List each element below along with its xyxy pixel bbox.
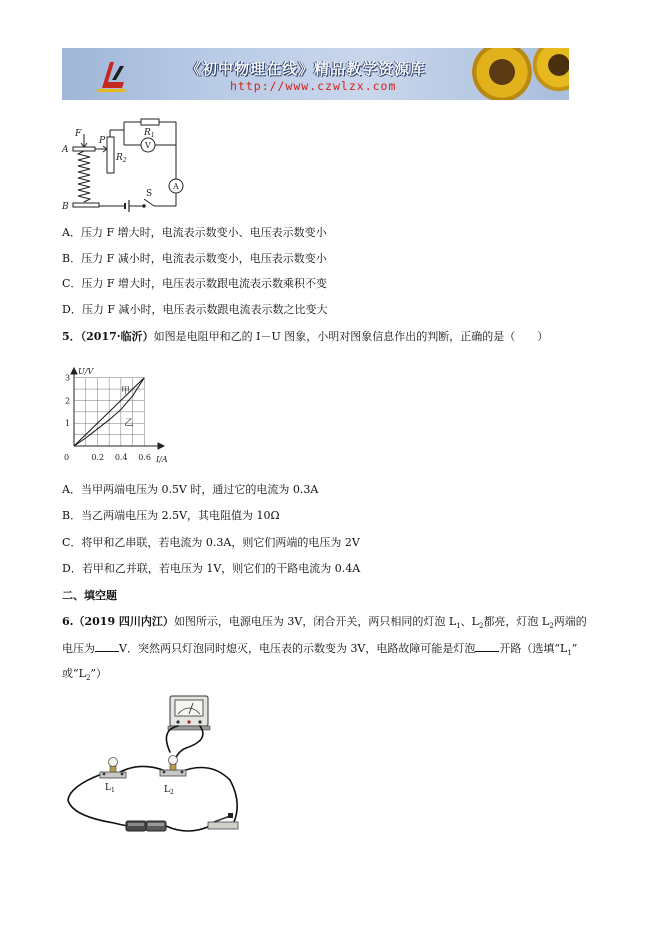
lamp-circuit-photo — [60, 690, 250, 840]
q5-text: 如图是电阻甲和乙的 I－U 图象，小明对图象信息作出的判断，正确的是（ ） — [153, 330, 549, 343]
q4-option-d: D．压力 F 减小时，电压表示数跟电流表示数之比变大 — [62, 303, 328, 316]
y-tick-label: 3 — [65, 373, 71, 383]
iu-graph-chart — [60, 364, 170, 468]
answer-blank-1[interactable] — [95, 641, 119, 652]
q5-option-d: D．若甲和乙并联，若电压为 1V，则它们的干路电流为 0.4A — [62, 562, 361, 575]
y-tick-label: 2 — [65, 396, 71, 406]
q5-option-b: B．当乙两端电压为 2.5V，其电阻值为 10Ω — [62, 509, 280, 522]
label-R2: $R_2$ — [116, 153, 127, 164]
x-tick-label: 0.4 — [114, 453, 128, 462]
q5-stem — [62, 330, 548, 344]
q6-text: 两端的 — [553, 615, 587, 628]
pressure-sensor-circuit-diagram — [58, 110, 188, 216]
x-tick-label: 0.2 — [91, 453, 105, 462]
banner-url: http://www.czwlzx.com — [230, 79, 397, 93]
site-logo-icon — [98, 58, 128, 92]
q6-line-2 — [62, 641, 577, 660]
lamp-l1-icon — [100, 758, 126, 779]
q6-text: 都亮，灯泡 L — [483, 615, 550, 628]
q6-sub: 2 — [478, 622, 484, 631]
q6-number: 6. — [62, 615, 74, 628]
label-F: F — [75, 129, 82, 139]
ammeter-label: A — [173, 182, 179, 191]
q6-text: 或“L — [62, 667, 86, 680]
q6-sub: 1 — [456, 622, 461, 631]
q6-text: 电压为 — [62, 642, 95, 655]
y-tick-label: 1 — [65, 419, 71, 429]
sunflower-image — [472, 48, 532, 100]
voltmeter-label: V — [145, 141, 151, 150]
lamp-l2-label: $L_2$ — [164, 785, 174, 796]
q6-line-3 — [62, 667, 107, 685]
q6-text: 如图所示，电源电压为 3V，闭合开关，两只相同的灯泡 L — [173, 615, 457, 628]
q6-line-1 — [62, 615, 587, 633]
section-heading-fill-blank: 二、填空题 — [62, 589, 117, 602]
origin-label: 0 — [64, 453, 70, 462]
x-tick-label: 0.6 — [138, 453, 152, 462]
q5-source: （2017·临沂） — [80, 330, 154, 343]
answer-blank-2[interactable] — [475, 641, 499, 652]
q5-option-a: A．当甲两端电压为 0.5V 时，通过它的电流为 0.3A — [62, 483, 319, 496]
q6-sub: 2 — [85, 674, 91, 683]
label-P: P — [99, 136, 106, 146]
q6-text: V．突然两只灯泡同时熄灭，电压表的示数变为 3V，电路故障可能是灯泡 — [119, 642, 476, 655]
label-A: A — [62, 145, 69, 155]
q6-source: （2019 四川内江） — [73, 615, 174, 628]
q6-text: 、L — [460, 615, 479, 628]
voltmeter-icon — [168, 696, 210, 730]
chart-axes — [71, 368, 164, 449]
switch-icon — [208, 813, 238, 829]
q4-option-b: B．压力 F 减小时，电流表示数变小，电压表示数变小 — [62, 252, 327, 265]
series-label-yi: 乙 — [124, 418, 134, 429]
q5-option-c: C．将甲和乙串联，若电流为 0.3A，则它们两端的电压为 2V — [62, 536, 360, 549]
header-banner — [62, 48, 569, 100]
q6-text: ” — [571, 642, 578, 655]
q6-text: 开路（选填“L — [499, 642, 568, 655]
series-label-jia: 甲 — [120, 386, 130, 397]
banner-title: 《初中物理在线》精品教学资源库 — [186, 60, 427, 78]
label-R1: $R_1$ — [144, 128, 155, 139]
q6-sub: 2 — [549, 622, 554, 631]
battery-icon — [126, 821, 166, 831]
q4-option-a: A．压力 F 增大时，电流表示数变小、电压表示数变小 — [62, 226, 327, 239]
label-B: B — [62, 202, 69, 212]
x-axis-label: I/A — [156, 455, 168, 464]
lamp-l1-label: $L_1$ — [105, 783, 115, 794]
lamp-l2-icon — [160, 756, 186, 777]
switch-label: S — [146, 189, 153, 199]
q5-number: 5． — [62, 330, 81, 343]
sunflower-image — [532, 48, 569, 92]
y-axis-label: U/V — [78, 367, 94, 376]
q4-option-c: C．压力 F 增大时，电压表示数跟电流表示数乘积不变 — [62, 277, 328, 290]
q6-text: ”） — [90, 667, 108, 680]
q6-sub: 1 — [567, 649, 572, 658]
